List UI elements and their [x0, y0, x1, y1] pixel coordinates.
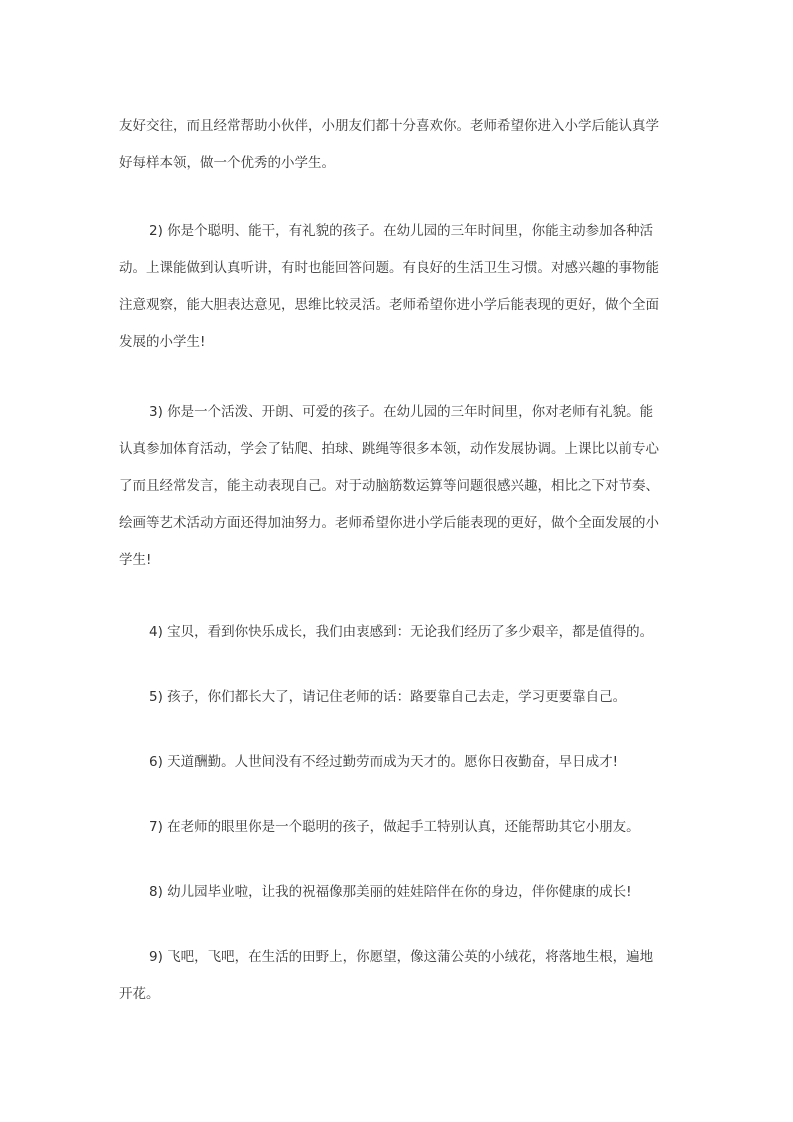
text-line: 7) 在老师的眼里你是一个聪明的孩子，做起手工特别认真，还能帮助其它小朋友。	[149, 819, 640, 835]
text-line: 学生!	[119, 552, 152, 568]
paragraph-8	[119, 874, 679, 911]
paragraph-7	[119, 809, 679, 846]
paragraph-9	[119, 939, 679, 1013]
text-line: 5) 孩子，你们都长大了，请记住老师的话：路要靠自己去走，学习更要靠自己。	[149, 689, 627, 705]
paragraph-3	[119, 394, 679, 579]
paragraph-5	[119, 679, 679, 716]
text-line: 发展的小学生!	[119, 334, 206, 350]
text-line: 开花。	[119, 986, 160, 1002]
text-line: 3) 你是一个活泼、开朗、可爱的孩子。在幼儿园的三年时间里，你对老师有礼貌。能	[149, 404, 654, 420]
text-line: 4) 宝贝，看到你快乐成长，我们由衷感到：无论我们经历了多少艰辛，都是值得的。	[149, 624, 654, 640]
text-line: 8) 幼儿园毕业啦，让我的祝福像那美丽的娃娃陪伴在你的身边，伴你健康的成长!	[149, 884, 632, 900]
text-line: 了而且经常发言，能主动表现自己。对于动脑筋数运算等问题很感兴趣，相比之下对节奏、	[119, 478, 659, 494]
text-line: 9) 飞吧，飞吧，在生活的田野上，你愿望，像这蒲公英的小绒花，将落地生根，遍地	[149, 949, 654, 965]
text-line: 好每样本领，做一个优秀的小学生。	[119, 155, 335, 171]
text-line: 认真参加体育活动，学会了钻爬、拍球、跳绳等很多本领，动作发展协调。上课比以前专心	[119, 441, 659, 457]
paragraph-6	[119, 744, 679, 781]
paragraph-4	[119, 614, 679, 651]
text-line: 绘画等艺术活动方面还得加油努力。老师希望你进小学后能表现的更好，做个全面发展的小	[119, 515, 659, 531]
text-line: 动。上课能做到认真听讲，有时也能回答问题。有良好的生活卫生习惯。对感兴趣的事物能	[119, 260, 659, 276]
text-line: 友好交往，而且经常帮助小伙伴，小朋友们都十分喜欢你。老师希望你进入小学后能认真学	[119, 118, 659, 134]
paragraph-1-continuation	[119, 108, 679, 182]
text-line: 6) 天道酬勤。人世间没有不经过勤劳而成为天才的。愿你日夜勤奋，早日成才!	[149, 754, 619, 770]
text-line: 2) 你是个聪明、能干，有礼貌的孩子。在幼儿园的三年时间里，你能主动参加各种活	[149, 223, 654, 239]
text-line: 注意观察，能大胆表达意见，思维比较灵活。老师希望你进小学后能表现的更好，做个全面	[119, 297, 659, 313]
paragraph-2	[119, 213, 679, 361]
